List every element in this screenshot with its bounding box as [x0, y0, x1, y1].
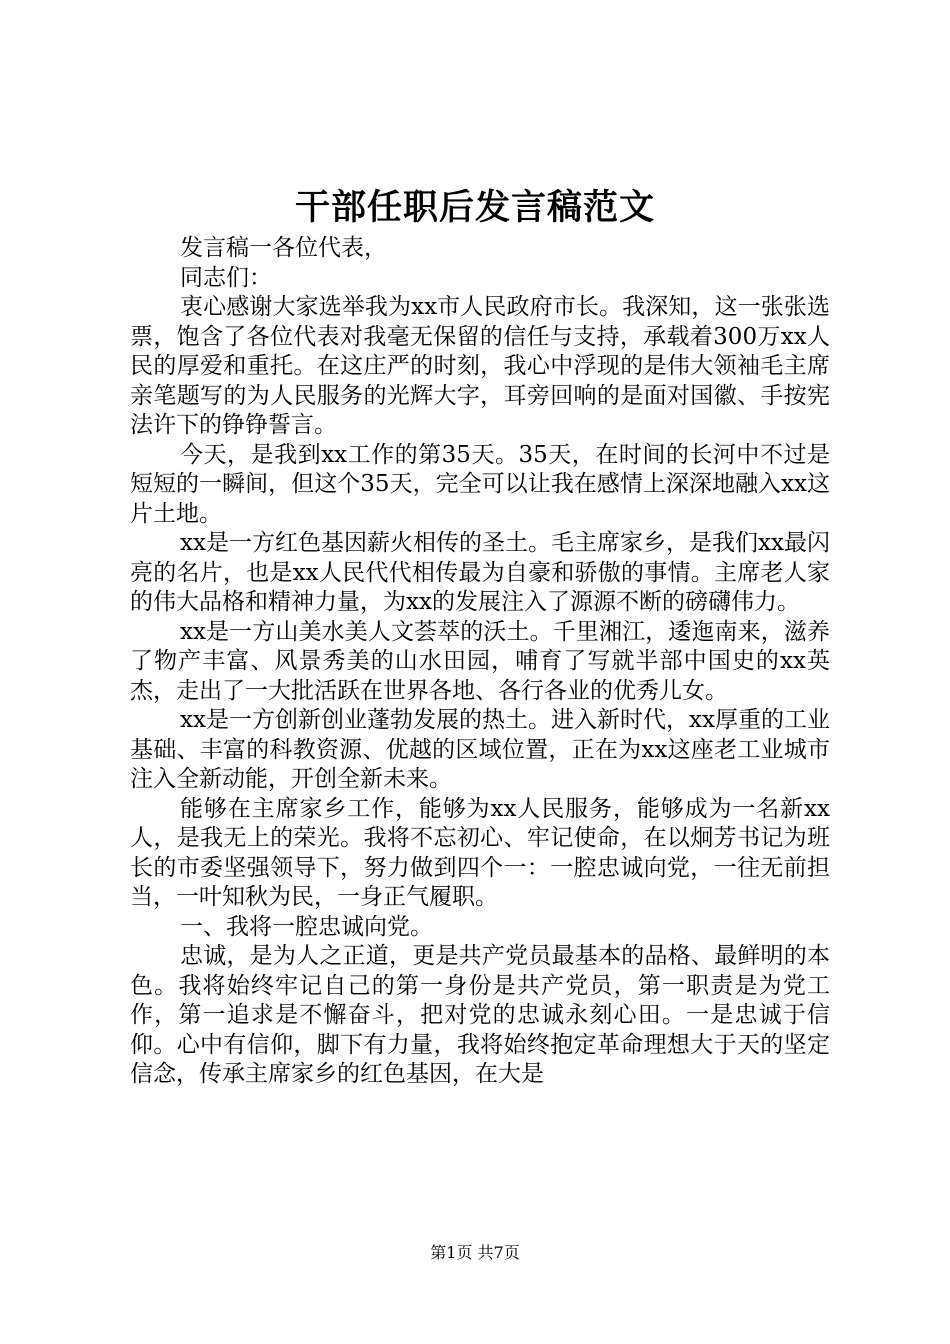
document-title: 干部任职后发言稿范文 [294, 187, 655, 228]
paragraph: 忠诚，是为人之正道，更是共产党员最基本的品格、最鲜明的本色。我将始终牢记自己的第一身份是共产党员，第一职责是为党工作，第一追求是不懈奋斗，把对党的忠诚永刻心田。一是忠诚于信仰。心中有信仰，脚下有力量，我将始终抱定革命理想大于天的坚定信念，传承主席家乡的红色基因，在大是 [130, 943, 830, 1087]
paragraph: xx是一方创新创业蓬勃发展的热土。进入新时代，xx厚重的工业基础、丰富的科教资源、优越的区域位置，正在为xx这座老工业城市注入全新动能，开创全新未来。 [130, 707, 830, 792]
section-heading: 一、我将一腔忠诚向党。 [180, 913, 433, 940]
paragraph: 今天，是我到xx工作的第35天。35天，在时间的长河中不过是短短的一瞬间，但这个35天，完全可以让我在感情上深深地融入xx这片土地。 [130, 441, 830, 527]
page-footer: 第1页 共7页 [430, 1243, 520, 1262]
paragraph: xx是一方山美水美人文荟萃的沃土。千里湘江，逶迤南来，滋养了物产丰富、风景秀美的山水田园，哺育了写就半部中国史的xx英杰，走出了一大批活跃在世界各地、各行各业的优秀儿女。 [130, 618, 830, 704]
paragraph-salutation: 发言稿一各位代表， [180, 235, 387, 261]
paragraph: xx是一方红色基因薪火相传的圣土。毛主席家乡，是我们xx最闪亮的名片，也是xx人民代代相传最为自豪和骄傲的事情。主席老人家的伟大品格和精神力量，为xx的发展注入了源源不断的磅礴伟力。 [130, 530, 830, 615]
paragraph: 衷心感谢大家选举我为xx市人民政府市长。我深知，这一张张选票，饱含了各位代表对我毫无保留的信任与支持，承载着300万xx人民的厚爱和重托。在这庄严的时刻，我心中浮现的是伟大领袖毛主席亲笔题写的为人民服务的光辉大字，耳旁回响的是面对国徽、手按宪法许下的铮铮誓言。 [130, 294, 830, 438]
paragraph-greeting: 同志们： [180, 264, 272, 291]
document-body [130, 234, 830, 1090]
paragraph: 能够在主席家乡工作，能够为xx人民服务，能够成为一名新xx人，是我无上的荣光。我将不忘初心、牢记使命，在以炯芳书记为班长的市委坚强领导下，努力做到四个一：一腔忠诚向党，一往无前担当，一叶知秋为民，一身正气履职。 [130, 795, 830, 910]
